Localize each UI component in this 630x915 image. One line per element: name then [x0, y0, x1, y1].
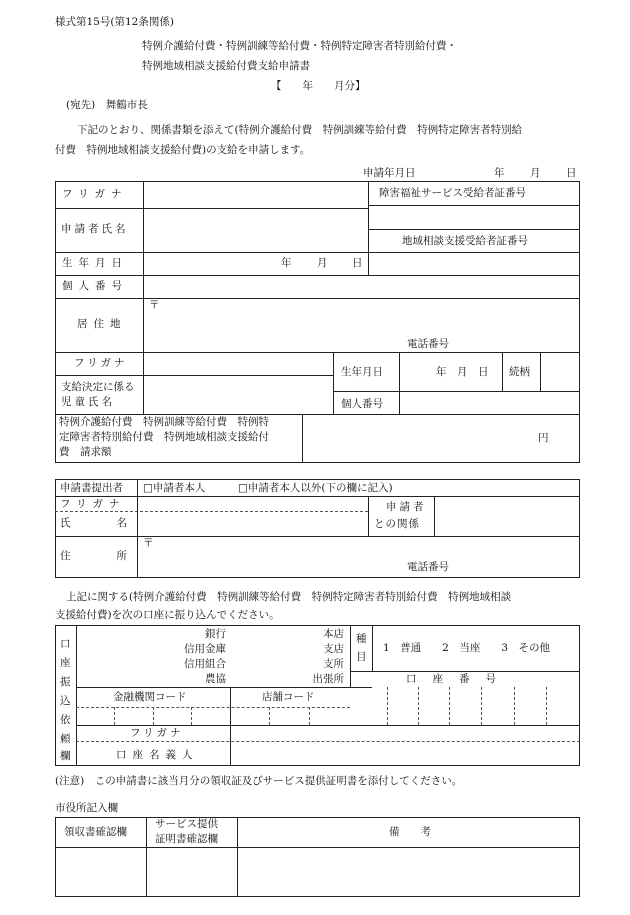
- receipt-check-field[interactable]: [56, 848, 145, 896]
- application-date-label: 申請年月日: [363, 167, 416, 179]
- account-kind-label-1: 種: [356, 633, 367, 645]
- submitter-phone-label: 電話番号: [407, 561, 449, 573]
- application-date-month: 月: [530, 167, 541, 179]
- residence-label: 居住地: [77, 318, 127, 330]
- child-furigana-label: フリガナ: [74, 357, 128, 369]
- attachment-note: (注意) この申請書に該当月分の領収証及びサービス提供証明書を添付してください。: [55, 775, 463, 787]
- holder-furigana-field[interactable]: [231, 726, 579, 740]
- holder-name-field[interactable]: [231, 742, 579, 765]
- claim-amount-label-line-2: 定障害者特別給付費 特例地域相談支援給付: [59, 431, 269, 443]
- child-birth-label: 生年月日: [341, 366, 383, 378]
- account-number-label: 口座番号: [406, 673, 512, 685]
- child-personal-number-label: 個人番号: [341, 398, 383, 410]
- child-name-label-line-1: 支給決定に係る: [61, 381, 135, 393]
- relationship-field[interactable]: [541, 353, 579, 390]
- branch-type-branch: 支店: [323, 643, 344, 655]
- branch-name-field[interactable]: [232, 626, 312, 686]
- bank-type-bank: 銀行: [205, 628, 226, 640]
- applicant-name-label: 申請者氏名: [61, 223, 129, 235]
- transfer-side-label-3: 込: [60, 695, 71, 707]
- claim-amount-label-line-3: 費 請求額: [59, 446, 112, 458]
- transfer-side-label-6: 欄: [60, 750, 71, 762]
- branch-type-sub: 支所: [323, 658, 344, 670]
- transfer-intro-line-2: 支援給付費)を次の口座に振り込んでください。: [55, 609, 280, 621]
- account-number-field[interactable]: [373, 688, 579, 724]
- applicant-furigana-label: フリガナ: [62, 188, 128, 200]
- submitter-furigana-label: フリガナ: [60, 498, 126, 510]
- community-support-number-label: 地域相談支援受給者証番号: [402, 235, 528, 247]
- application-date-day: 日: [566, 167, 577, 179]
- birth-date-field[interactable]: [144, 253, 367, 274]
- personal-number-field[interactable]: [144, 276, 579, 297]
- form-title-line-1: 特例介護給付費・特例訓練等給付費・特例特定障害者特別給付費・: [142, 40, 457, 52]
- claim-period: 【 年 月分】: [271, 80, 366, 92]
- disability-service-number-label: 障害福祉サービス受給者証番号: [379, 187, 526, 199]
- account-kind-label-2: 目: [356, 651, 367, 663]
- applicant-furigana-field[interactable]: [144, 182, 367, 207]
- submitter-postal-mark: 〒: [143, 537, 154, 549]
- personal-number-label: 個人番号: [62, 280, 128, 292]
- addressee: (宛先) 舞鶴市長: [66, 99, 148, 111]
- residence-field[interactable]: [144, 299, 579, 351]
- transfer-side-label-1: 座: [60, 657, 71, 669]
- submitter-name-field[interactable]: [138, 512, 367, 535]
- child-name-field[interactable]: [144, 376, 332, 413]
- submitter-address-field[interactable]: [138, 537, 579, 576]
- claim-amount-label-line-1: 特例介護給付費 特例訓練等給付費 特例特: [59, 416, 269, 428]
- submitter-relation-label-line-1: 申請者: [386, 501, 427, 513]
- service-check-field[interactable]: [147, 848, 236, 896]
- submitter-self-checkbox[interactable]: □申請者本人: [143, 482, 206, 494]
- residence-phone-label: 電話番号: [407, 338, 449, 350]
- transfer-side-label-4: 依: [60, 714, 71, 726]
- disability-service-number-field[interactable]: [369, 206, 579, 228]
- intro-line-2: 付費 特例地域相談支援給付費)の支給を申請します。: [55, 144, 311, 156]
- bank-code-label: 金融機関コード: [113, 691, 187, 703]
- branch-type-main: 本店: [323, 628, 344, 640]
- child-furigana-field[interactable]: [144, 353, 332, 374]
- bank-type-shinkin: 信用金庫: [184, 643, 226, 655]
- birth-date-label: 生年月日: [62, 257, 128, 269]
- submitter-address-label: 住所: [60, 550, 173, 562]
- transfer-intro-line-1: 上記に関する(特例介護給付費 特例訓練等給付費 特例特定障害者特別給付費 特例地域相談: [66, 591, 512, 603]
- submitter-other-checkbox[interactable]: □申請者本人以外(下の欄に記入): [238, 482, 393, 494]
- submitter-label: 申請書提出者: [60, 482, 123, 494]
- transfer-side-label-0: 口: [60, 638, 71, 650]
- submitter-name-label: 氏名: [60, 517, 173, 529]
- child-name-label-line-2: 児童氏名: [61, 396, 115, 408]
- submitter-relation-label-line-2: との関係: [374, 518, 420, 530]
- holder-name-label: 口座名義人: [116, 749, 199, 761]
- child-personal-number-field[interactable]: [400, 392, 579, 413]
- claim-amount-field[interactable]: [303, 415, 533, 461]
- form-title-line-2: 特例地域相談支援給付費支給申請書: [142, 60, 310, 72]
- service-check-label-line-1: サービス提供: [155, 818, 218, 830]
- bank-type-nokyo: 農協: [205, 673, 226, 685]
- community-support-number-field[interactable]: [369, 253, 579, 274]
- yen-unit: 円: [538, 432, 549, 444]
- branch-type-office: 出張所: [312, 673, 344, 685]
- application-date-year: 年: [494, 167, 505, 179]
- receipt-check-label: 領収書確認欄: [64, 826, 127, 838]
- birth-day-label: 日: [352, 257, 363, 269]
- office-section-title: 市役所記入欄: [55, 802, 118, 814]
- remarks-field[interactable]: [238, 848, 579, 896]
- service-check-label-line-2: 証明書確認欄: [155, 833, 218, 845]
- holder-furigana-label: フリガナ: [130, 727, 184, 739]
- remarks-label: 備 考: [389, 826, 431, 838]
- relationship-label: 続柄: [509, 366, 530, 378]
- transfer-side-label-5: 頼: [60, 733, 71, 745]
- residence-postal-mark: 〒: [149, 299, 160, 311]
- form-number: 様式第15号(第12条関係): [55, 16, 174, 28]
- bank-name-field[interactable]: [77, 626, 217, 686]
- bank-type-kumiai: 信用組合: [184, 658, 226, 670]
- child-birth-ymd: 年 月 日: [436, 366, 489, 378]
- birth-year-label: 年: [281, 257, 292, 269]
- submitter-furigana-field[interactable]: [138, 497, 367, 510]
- applicant-name-field[interactable]: [144, 209, 367, 251]
- birth-month-label: 月: [317, 257, 328, 269]
- branch-code-label: 店舗コード: [262, 691, 315, 703]
- transfer-side-label-2: 振: [60, 676, 71, 688]
- submitter-relation-field[interactable]: [435, 497, 579, 535]
- account-kind-options[interactable]: 1 普通 2 当座 3 その他: [383, 642, 551, 654]
- intro-line-1: 下記のとおり、関係書類を添えて(特例介護給付費 特例訓練等給付費 特例特定障害者特別給: [77, 124, 523, 136]
